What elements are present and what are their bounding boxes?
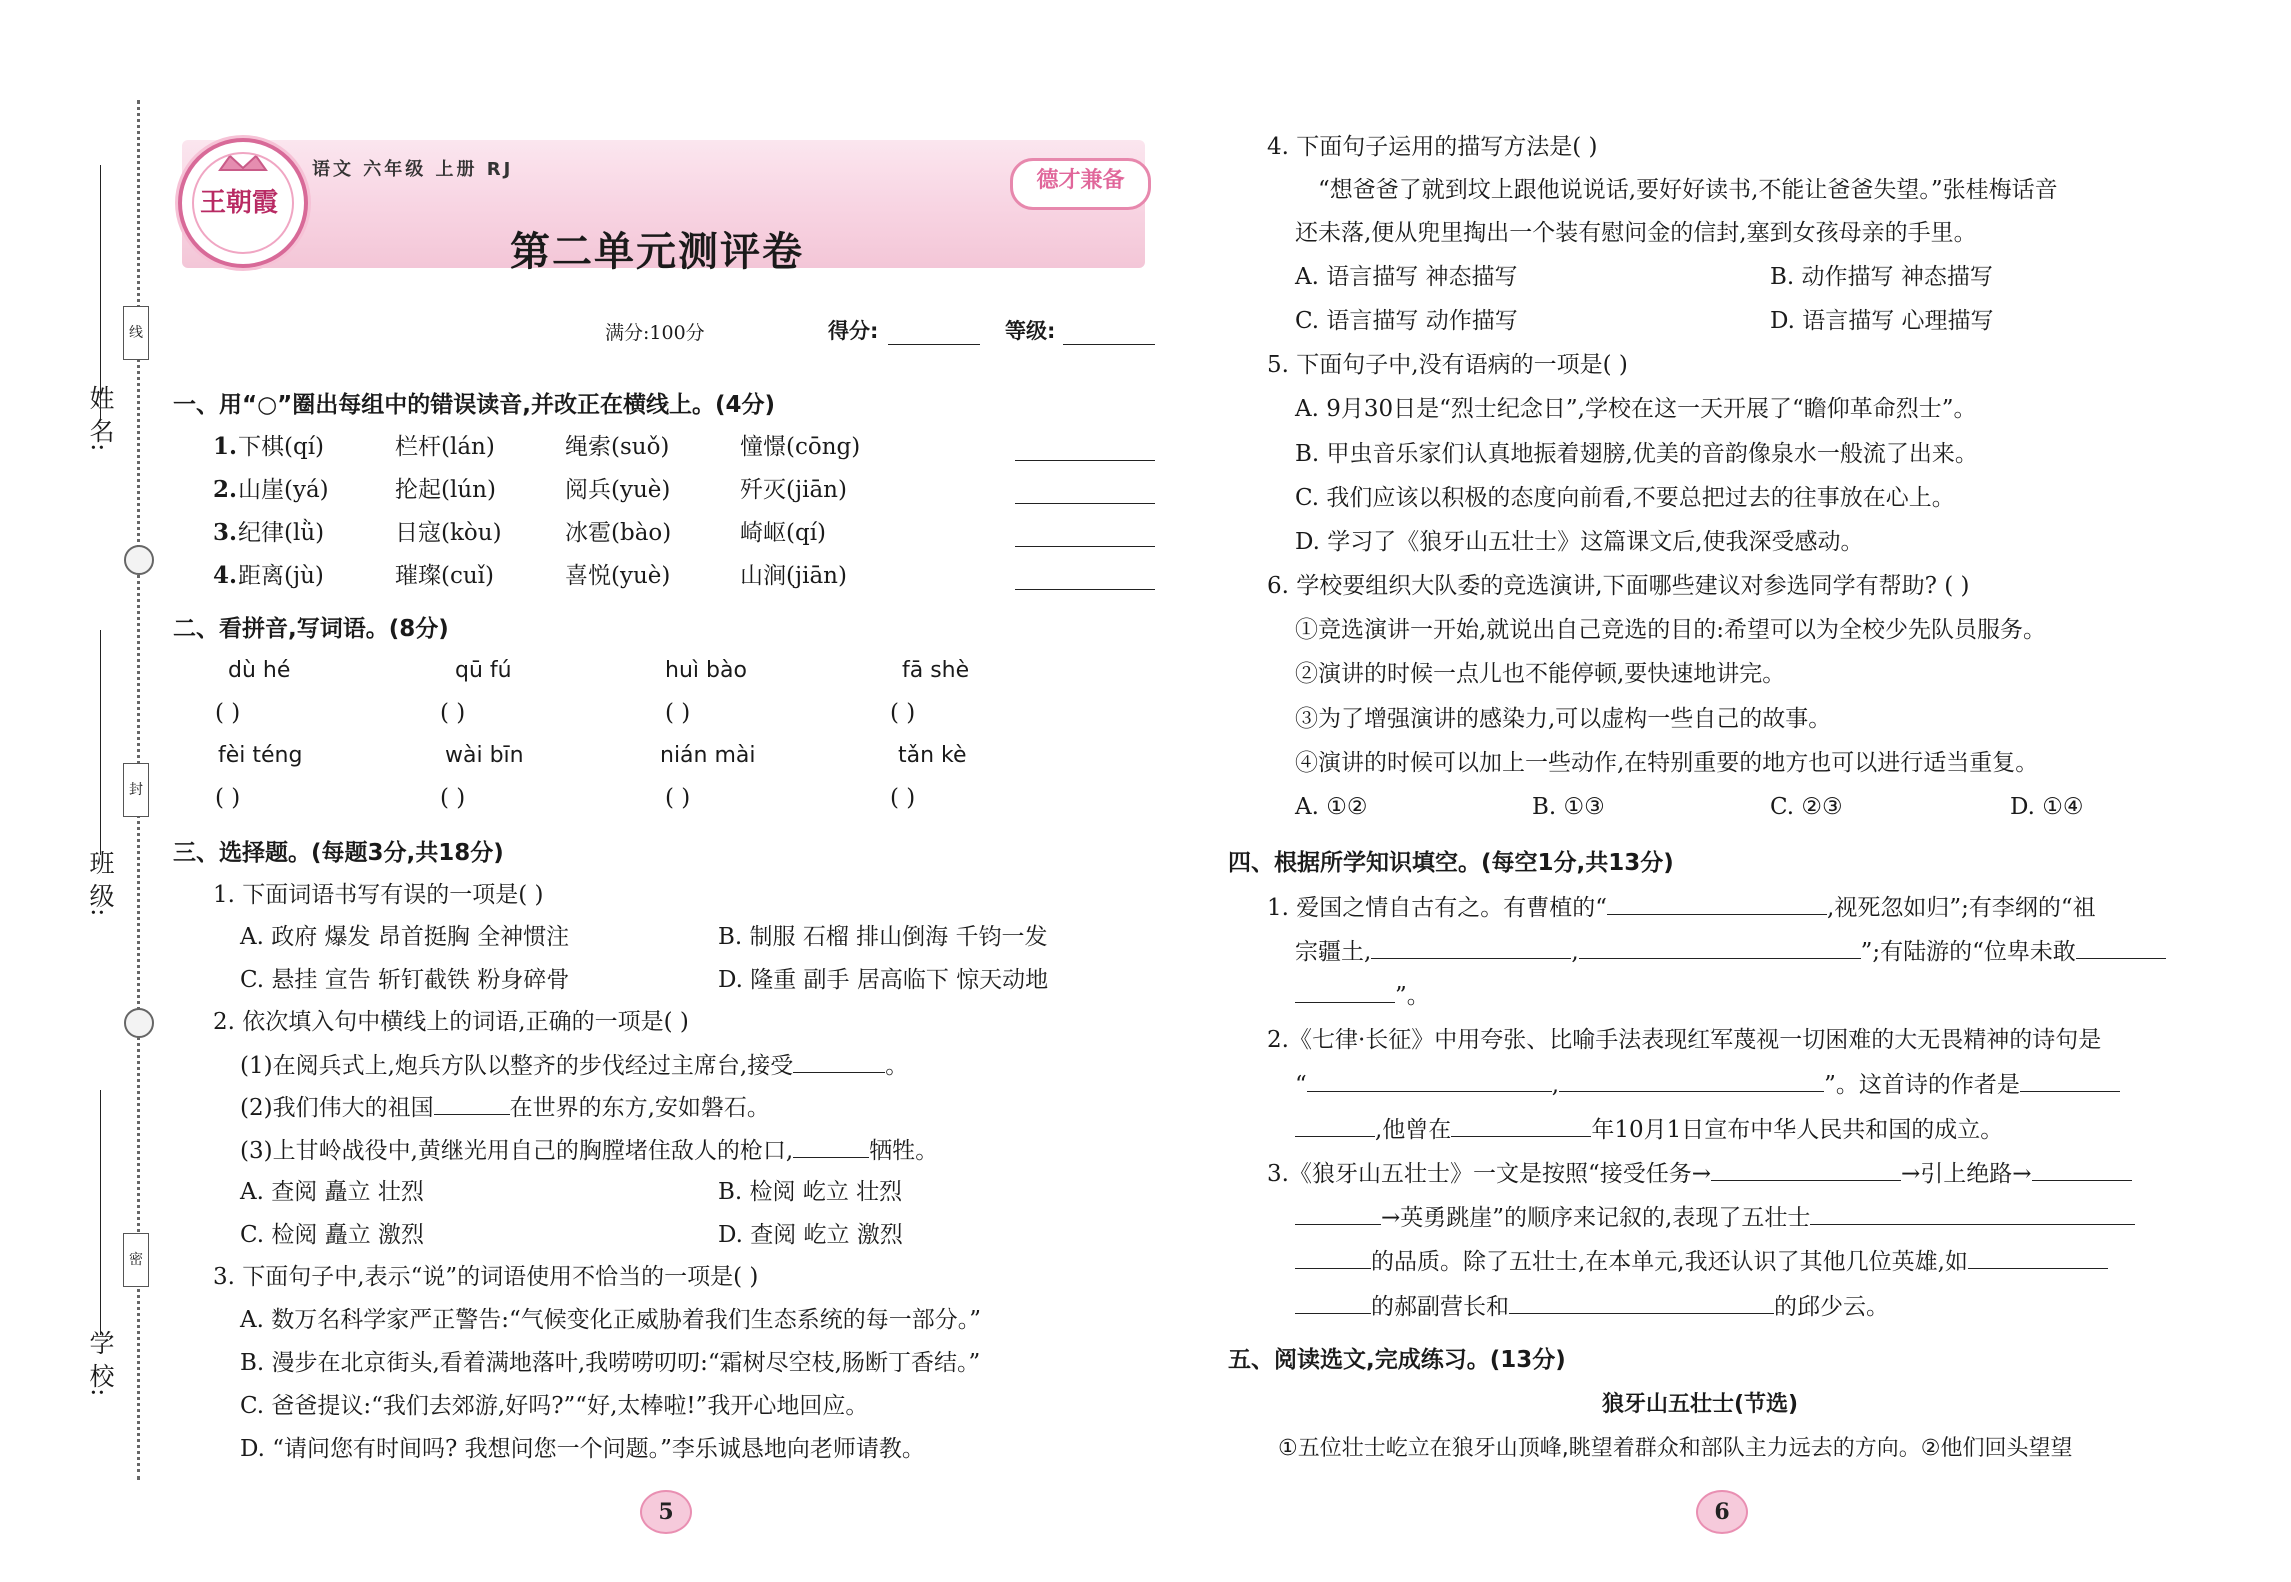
q1-option-b[interactable]: B. 制服 石榴 排山倒海 千钧一发 bbox=[718, 924, 1048, 950]
q2-blank-3[interactable] bbox=[793, 1135, 869, 1158]
q4-option-c[interactable]: C. 语言描写 动作描写 bbox=[1295, 308, 1518, 334]
q4-option-b[interactable]: B. 动作描写 神态描写 bbox=[1770, 264, 1993, 290]
q1-option-d[interactable]: D. 隆重 副手 居高临下 惊天动地 bbox=[718, 967, 1049, 993]
answer-box-8[interactable]: ( ) bbox=[890, 785, 916, 811]
brand-logo bbox=[178, 138, 308, 268]
slogan-badge: 德才兼备 bbox=[1010, 158, 1151, 210]
f1-text-e: ”;有陆游的“位卑未敢 bbox=[1860, 939, 2076, 965]
q4-option-a[interactable]: A. 语言描写 神态描写 bbox=[1295, 264, 1518, 290]
q1-option-a[interactable]: A. 政府 爆发 昂首挺胸 全神惯注 bbox=[240, 924, 570, 950]
s1-row-1-answer[interactable] bbox=[1015, 460, 1155, 461]
s1-row-2-item-d[interactable]: 歼灭(jiān) bbox=[740, 477, 847, 503]
f3-blank-3[interactable] bbox=[1810, 1202, 2135, 1225]
f1-line-2 bbox=[1295, 936, 2166, 967]
q3-stem: 3. 下面句子中,表示“说”的词语使用不恰当的一项是( ) bbox=[213, 1264, 759, 1290]
q6-suggestion-3: ③为了增强演讲的感染力,可以虚构一些自己的故事。 bbox=[1295, 706, 1832, 732]
s1-row-4-item-a[interactable]: 距离(jù) bbox=[238, 563, 324, 589]
pinyin-3: huì bào bbox=[665, 658, 747, 683]
s1-row-4-item-b[interactable]: 璀璨(cuǐ) bbox=[395, 563, 494, 589]
f2-blank-3-cont[interactable] bbox=[1295, 1114, 1375, 1137]
f2-blank-2[interactable] bbox=[1559, 1069, 1824, 1092]
class-label: 班 级: bbox=[86, 850, 115, 917]
q4-passage-line-2: 还未落,便从兜里掏出一个装有慰问金的信封,塞到女孩母亲的手里。 bbox=[1295, 220, 1977, 246]
f3-text-e: 的郝副营长和 bbox=[1371, 1294, 1509, 1320]
section-3-heading: 三、选择题。(每题3分,共18分) bbox=[173, 840, 504, 866]
q4-option-d[interactable]: D. 语言描写 心理描写 bbox=[1770, 308, 1994, 334]
pinyin-2: qū fú bbox=[455, 658, 512, 683]
seal-mark-secret: 密 bbox=[123, 1233, 149, 1287]
pinyin-6: wài bīn bbox=[445, 743, 524, 768]
answer-box-3[interactable]: ( ) bbox=[665, 700, 691, 726]
f3-text-f: 的邱少云。 bbox=[1774, 1294, 1889, 1320]
f2-blank-4[interactable] bbox=[1451, 1114, 1591, 1137]
section-1-heading: 一、用“○”圈出每组中的错误读音,并改正在横线上。(4分) bbox=[173, 392, 776, 418]
q1-option-c[interactable]: C. 悬挂 宣告 斩钉截铁 粉身碎骨 bbox=[240, 967, 570, 993]
q3-option-a[interactable]: A. 数万名科学家严正警告:“气候变化正威胁着我们生态系统的每一部分。” bbox=[240, 1307, 981, 1333]
f1-blank-1[interactable] bbox=[1607, 892, 1827, 915]
q5-option-a[interactable]: A. 9月30日是“烈士纪念日”,学校在这一天开展了“瞻仰革命烈士”。 bbox=[1295, 396, 1977, 422]
q2-sentence-3-text-b: 牺牲。 bbox=[869, 1138, 939, 1164]
pinyin-7: nián mài bbox=[660, 743, 756, 768]
s1-row-1-item-a[interactable]: 下棋(qí) bbox=[238, 434, 325, 460]
q6-option-a[interactable]: A. ①② bbox=[1295, 794, 1368, 820]
q2-sentence-2 bbox=[240, 1092, 770, 1123]
q3-option-c[interactable]: C. 爸爸提议:“我们去郊游,好吗?”“好,太棒啦!”我开心地回应。 bbox=[240, 1393, 869, 1419]
s1-row-3-item-b[interactable]: 日寇(kòu) bbox=[395, 520, 502, 546]
s1-row-2-answer[interactable] bbox=[1015, 503, 1155, 504]
f3-blank-4-cont[interactable] bbox=[1295, 1291, 1371, 1314]
page-title: 第二单元测评卷 bbox=[510, 229, 804, 275]
f2-text-c: ”。这首诗的作者是 bbox=[1824, 1072, 2020, 1098]
s1-row-3-number: 3. bbox=[213, 519, 238, 546]
name-label: 姓 名: bbox=[86, 385, 115, 452]
f3-line-4 bbox=[1295, 1291, 1889, 1322]
s1-row-3-item-a[interactable]: 纪律(lǜ) bbox=[238, 520, 325, 546]
s1-row-3-answer[interactable] bbox=[1015, 546, 1155, 547]
q2-blank-1[interactable] bbox=[793, 1050, 885, 1073]
s1-row-1-item-b[interactable]: 栏杆(lán) bbox=[395, 434, 495, 460]
q6-stem: 6. 学校要组织大队委的竞选演讲,下面哪些建议对参选同学有帮助? ( ) bbox=[1267, 573, 1970, 599]
answer-box-7[interactable]: ( ) bbox=[665, 785, 691, 811]
f2-text-a: “ bbox=[1295, 1072, 1307, 1098]
s1-row-1-item-c[interactable]: 绳索(suǒ) bbox=[565, 434, 670, 460]
q4-passage-line-1: “想爸爸了就到坟上跟他说说话,要好好读书,不能让爸爸失望。”张桂梅话音 bbox=[1318, 177, 2058, 203]
q5-option-d[interactable]: D. 学习了《狼牙山五壮士》这篇课文后,使我深受感动。 bbox=[1295, 529, 1864, 555]
f1-blank-4-cont[interactable] bbox=[1295, 980, 1395, 1003]
s1-row-1-number: 1. bbox=[213, 433, 238, 460]
f1-text-f: ”。 bbox=[1395, 983, 1430, 1009]
q6-option-c[interactable]: C. ②③ bbox=[1770, 794, 1843, 820]
answer-box-1[interactable]: ( ) bbox=[215, 700, 241, 726]
seal-mark-seal: 封 bbox=[123, 763, 149, 817]
q2-option-b[interactable]: B. 检阅 屹立 壮烈 bbox=[718, 1179, 903, 1205]
q2-sentence-2-text-b: 在世界的东方,安如磐石。 bbox=[509, 1095, 770, 1121]
f3-blank-1[interactable] bbox=[1711, 1158, 1901, 1181]
f3-line-3 bbox=[1295, 1246, 2108, 1277]
reading-title: 狼牙山五壮士(节选) bbox=[1602, 1392, 1799, 1417]
f1-text-b: ,视死忽如归”;有李纲的“祖 bbox=[1827, 895, 2096, 921]
q6-suggestion-1: ①竞选演讲一开始,就说出自己竞选的目的:希望可以为全校少先队员服务。 bbox=[1295, 617, 2047, 643]
q6-option-b[interactable]: B. ①③ bbox=[1532, 794, 1605, 820]
name-write-line[interactable] bbox=[100, 165, 101, 420]
f2-blank-3[interactable] bbox=[2020, 1069, 2120, 1092]
f3-blank-3-cont[interactable] bbox=[1295, 1246, 1371, 1269]
f2-text-b: , bbox=[1551, 1072, 1560, 1098]
q5-option-b[interactable]: B. 甲虫音乐家们认真地振着翅膀,优美的音韵像泉水一般流了出来。 bbox=[1295, 441, 1978, 467]
s1-row-2-item-b[interactable]: 抡起(lún) bbox=[395, 477, 496, 503]
q3-option-d[interactable]: D. “请问您有时间吗? 我想问您一个问题。”李乐诚恳地向老师请教。 bbox=[240, 1436, 925, 1462]
score-field[interactable] bbox=[888, 344, 980, 345]
f3-blank-2[interactable] bbox=[2032, 1158, 2132, 1181]
section-2-heading: 二、看拼音,写词语。(8分) bbox=[173, 616, 449, 642]
f3-text-a: 3.《狼牙山五壮士》一文是按照“接受任务→ bbox=[1267, 1161, 1711, 1187]
pinyin-8: tǎn kè bbox=[898, 743, 967, 768]
q6-suggestion-2: ②演讲的时候一点儿也不能停顿,要快速地讲完。 bbox=[1295, 661, 1786, 687]
q6-option-d[interactable]: D. ①④ bbox=[2010, 794, 2084, 820]
full-score: 满分:100分 bbox=[605, 322, 705, 344]
f3-line-1 bbox=[1267, 1158, 2132, 1189]
reading-paragraph: ①五位壮士屹立在狼牙山顶峰,眺望着群众和部队主力远去的方向。②他们回头望望 bbox=[1278, 1436, 2073, 1461]
q2-sentence-2-text-a: (2)我们伟大的祖国 bbox=[240, 1095, 434, 1121]
f2-stem: 2.《七律·长征》中用夸张、比喻手法表现红军蔑视一切困难的大无畏精神的诗句是 bbox=[1267, 1027, 2102, 1053]
f3-text-c: →英勇跳崖”的顺序来记叙的,表现了五壮士 bbox=[1381, 1205, 1811, 1231]
school-write-line[interactable] bbox=[100, 1090, 101, 1335]
f1-blank-2[interactable] bbox=[1371, 936, 1571, 959]
f2-line-2 bbox=[1295, 1069, 2120, 1100]
score-label: 得分: bbox=[828, 319, 879, 343]
s1-row-4-answer[interactable] bbox=[1015, 589, 1155, 590]
section-5-heading: 五、阅读选文,完成练习。(13分) bbox=[1228, 1347, 1566, 1373]
f3-text-d: 的品质。除了五壮士,在本单元,我还认识了其他几位英雄,如 bbox=[1371, 1249, 1968, 1275]
s1-row-4-item-c[interactable]: 喜悦(yuè) bbox=[565, 563, 671, 589]
s1-row-2-number: 2. bbox=[213, 476, 238, 503]
f3-blank-2-cont[interactable] bbox=[1295, 1202, 1381, 1225]
f3-blank-4[interactable] bbox=[1968, 1246, 2108, 1269]
s1-row-1-item-d[interactable]: 憧憬(cōng) bbox=[740, 434, 861, 460]
binding-hole-top bbox=[124, 545, 154, 575]
q2-sentence-1-end: 。 bbox=[885, 1053, 909, 1079]
f1-line-3 bbox=[1295, 980, 1430, 1011]
f3-line-2 bbox=[1295, 1202, 2135, 1233]
q5-option-c[interactable]: C. 我们应该以积极的态度向前看,不要总把过去的往事放在心上。 bbox=[1295, 485, 1955, 511]
s1-row-3-item-c[interactable]: 冰雹(bào) bbox=[565, 520, 672, 546]
s1-row-3-item-d[interactable]: 崎岖(qí) bbox=[740, 520, 827, 546]
answer-box-2[interactable]: ( ) bbox=[440, 700, 466, 726]
f1-text-d: , bbox=[1571, 939, 1579, 965]
f1-blank-4[interactable] bbox=[2076, 936, 2166, 959]
school-label: 学 校: bbox=[86, 1330, 115, 1397]
answer-box-5[interactable]: ( ) bbox=[215, 785, 241, 811]
logo-text: 王朝霞 bbox=[199, 188, 278, 218]
q1-stem: 1. 下面词语书写有误的一项是( ) bbox=[213, 882, 544, 908]
q3-option-b[interactable]: B. 漫步在北京街头,看着满地落叶,我唠唠叨叨:“霜树尽空枝,肠断丁香结。” bbox=[240, 1350, 981, 1376]
q6-suggestion-4: ④演讲的时候可以加上一些动作,在特别重要的地方也可以进行适当重复。 bbox=[1295, 750, 2039, 776]
course-meta: 语文 六年级 上册 RJ bbox=[312, 159, 514, 180]
answer-box-4[interactable]: ( ) bbox=[890, 700, 916, 726]
f2-line-3 bbox=[1295, 1114, 2003, 1145]
seal-mark-line: 线 bbox=[123, 306, 149, 360]
pinyin-1: dù hé bbox=[228, 658, 291, 683]
f1-text-c: 宗疆土, bbox=[1295, 939, 1372, 965]
grade-field[interactable] bbox=[1063, 344, 1155, 345]
q2-sentence-1 bbox=[240, 1050, 908, 1081]
f3-blank-5[interactable] bbox=[1509, 1291, 1774, 1314]
q2-sentence-3 bbox=[240, 1135, 938, 1166]
q2-sentence-3-text-a: (3)上甘岭战役中,黄继光用自己的胸膛堵住敌人的枪口, bbox=[240, 1138, 794, 1164]
binding-hole-bottom bbox=[124, 1008, 154, 1038]
f1-line-1 bbox=[1267, 892, 2096, 923]
section-4-heading: 四、根据所学知识填空。(每空1分,共13分) bbox=[1228, 850, 1674, 876]
pinyin-4: fā shè bbox=[902, 658, 970, 683]
q2-blank-2[interactable] bbox=[434, 1092, 510, 1115]
s1-row-2-item-a[interactable]: 山崖(yá) bbox=[238, 477, 329, 503]
f3-text-b: →引上绝路→ bbox=[1900, 1161, 2032, 1187]
page-number-right: 6 bbox=[1696, 1490, 1748, 1534]
s1-row-2-item-c[interactable]: 阅兵(yuè) bbox=[565, 477, 671, 503]
q2-sentence-1-text: (1)在阅兵式上,炮兵方队以整齐的步伐经过主席台,接受 bbox=[240, 1053, 794, 1079]
class-write-line[interactable] bbox=[100, 630, 101, 855]
f2-text-d: ,他曾在 bbox=[1375, 1117, 1452, 1143]
f2-blank-1[interactable] bbox=[1307, 1069, 1552, 1092]
q2-option-a[interactable]: A. 查阅 矗立 壮烈 bbox=[240, 1179, 424, 1205]
page-number-left: 5 bbox=[640, 1490, 692, 1534]
s1-row-4-item-d[interactable]: 山涧(jiān) bbox=[740, 563, 847, 589]
pinyin-5: fèi téng bbox=[218, 743, 303, 768]
q2-option-d[interactable]: D. 查阅 屹立 激烈 bbox=[718, 1222, 903, 1248]
f1-text-a: 1. 爱国之情自古有之。有曹植的“ bbox=[1267, 895, 1608, 921]
f2-text-e: 年10月1日宣布中华人民共和国的成立。 bbox=[1591, 1117, 2004, 1143]
grade-label: 等级: bbox=[1005, 319, 1056, 343]
q2-option-c[interactable]: C. 检阅 矗立 激烈 bbox=[240, 1222, 425, 1248]
q2-stem: 2. 依次填入句中横线上的词语,正确的一项是( ) bbox=[213, 1009, 689, 1035]
s1-row-4-number: 4. bbox=[213, 562, 238, 589]
q4-stem: 4. 下面句子运用的描写方法是( ) bbox=[1267, 134, 1598, 160]
q5-stem: 5. 下面句子中,没有语病的一项是( ) bbox=[1267, 352, 1628, 378]
answer-box-6[interactable]: ( ) bbox=[440, 785, 466, 811]
f1-blank-3[interactable] bbox=[1579, 936, 1861, 959]
